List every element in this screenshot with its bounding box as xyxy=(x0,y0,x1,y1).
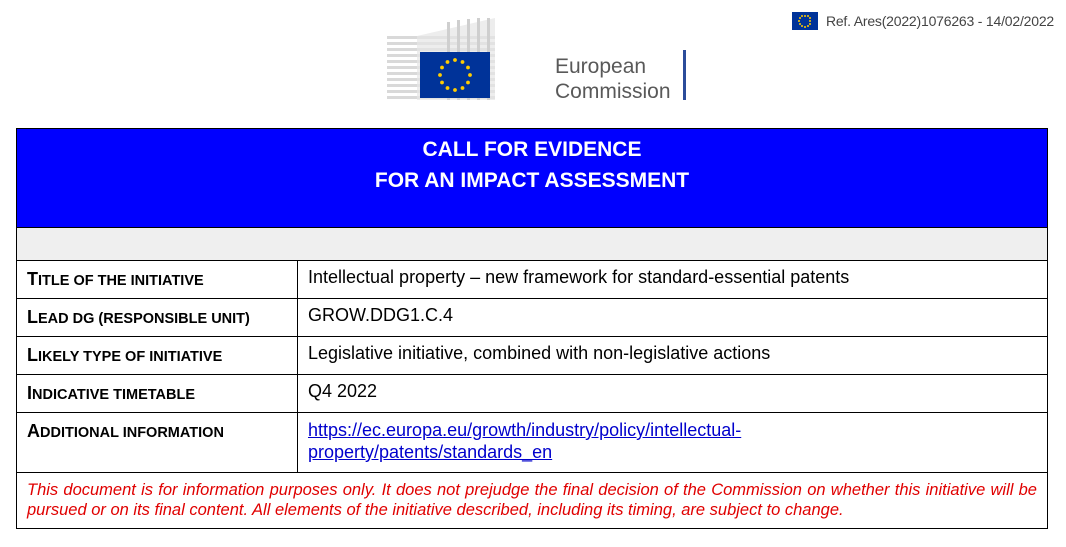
row-label-type: LIKELY TYPE OF INITIATIVE xyxy=(17,337,298,375)
banner-title: CALL FOR EVIDENCE xyxy=(422,138,642,161)
row-label-lead-dg: LEAD DG (RESPONSIBLE UNIT) xyxy=(17,299,298,337)
logo-line-commission: Commission xyxy=(555,80,671,103)
reference-text: Ref. Ares(2022)1076263 - 14/02/2022 xyxy=(825,13,1054,29)
banner-subtitle: FOR AN IMPACT ASSESSMENT xyxy=(374,169,690,192)
logo-line-european: European xyxy=(555,55,647,78)
table-row xyxy=(17,375,1047,413)
row-value-title: Intellectual property – new framework for standard-essential patents xyxy=(298,261,1048,299)
table-row xyxy=(17,299,1047,337)
row-value-lead-dg: GROW.DDG1.C.4 xyxy=(298,299,1048,337)
table-row xyxy=(17,337,1047,375)
additional-info-link[interactable]: https://ec.europa.eu/growth/industry/policy/intellectual- property/patents/standards_en xyxy=(308,420,742,462)
spacer-row xyxy=(17,228,1047,261)
commission-building-icon xyxy=(387,18,497,100)
call-for-evidence-banner xyxy=(17,129,1047,228)
row-value-type: Legislative initiative, combined with non-legislative actions xyxy=(298,337,1048,375)
reference-stamp xyxy=(792,12,1054,30)
row-label-timetable: INDICATIVE TIMETABLE xyxy=(17,375,298,413)
logo-divider xyxy=(683,50,686,100)
document-frame xyxy=(16,128,1048,529)
eu-flag-icon xyxy=(792,12,818,30)
logo-wordmark xyxy=(555,54,671,104)
european-commission-logo xyxy=(387,18,697,104)
row-label-title: TITLE OF THE INITIATIVE xyxy=(17,261,298,299)
row-value-additional-info xyxy=(298,413,1048,473)
row-label-additional-info: ADDITIONAL INFORMATION xyxy=(17,413,298,473)
row-value-timetable: Q4 2022 xyxy=(298,375,1048,413)
table-row xyxy=(17,413,1047,473)
initiative-info-table xyxy=(17,261,1047,473)
table-row xyxy=(17,261,1047,299)
disclaimer-text: This document is for information purposes only. It does not prejudge the final decision of the Commission on whether this initiative will be pursued or on its final content. All elements of the initiative described, including its timing, are subject to change. xyxy=(27,481,1037,519)
